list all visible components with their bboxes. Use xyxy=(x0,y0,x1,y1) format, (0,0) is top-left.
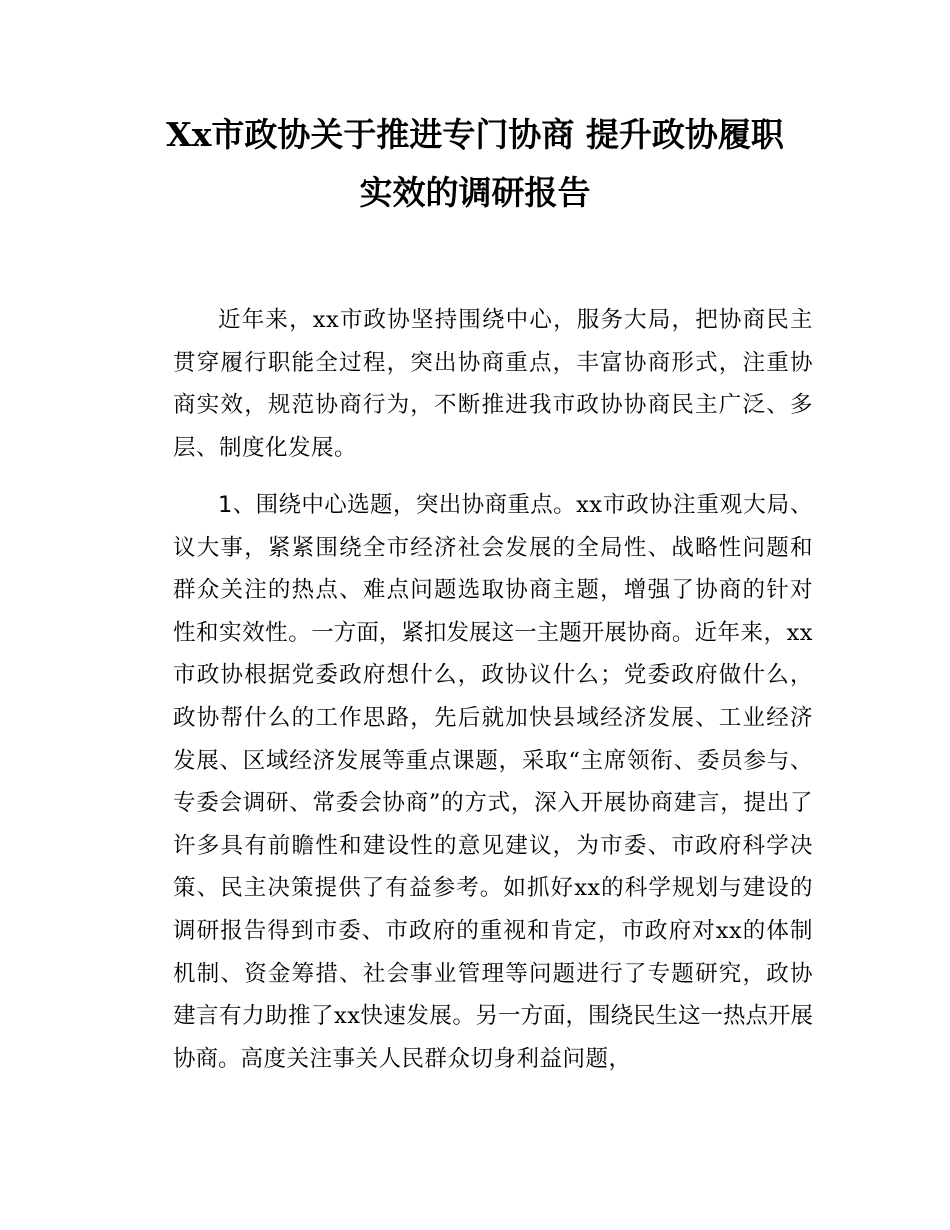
section-1-text-3: 高度关注事关人民群众切身利益问题， xyxy=(240,1045,632,1072)
document-title-line-1: Xx市政协关于推进专门协商 提升政协履职 xyxy=(166,115,784,154)
document-title-line-2: 实效的调研报告 xyxy=(359,173,591,212)
section-1-text-2: 近年来，xx市政协根据党委政府想什么，政协议什么；党委政府做什么，政协帮什么的工作思路，先后就加快县域经济发展、工业经济发展、区域经济发展等重点课题，采取“主席领衔、委员参与、专委会调研、常委会协商”的方式，深入开展协商建言，提出了许多具有前瞻性和建设性的意见建议，为市委、市政府科学决策、民主决策提供了有益参考。如抓好xx的科学规划与建设的调研报告得到市委、市政府的重视和肯定，市政府对xx的体制机制、资金筹措、社会事业管理等问题进行了专题研究，政协建言有力助推了xx快速发展。 xyxy=(173,619,813,1030)
section-1-text-1: xx市政协注重观大局、议大事，紧紧围绕全市经济社会发展的全局性、战略性问题和群众关注的热点、难点问题选取协商主题，增强了协商的针对性和实效性。 xyxy=(173,492,813,646)
section-1-heading: 1、围绕中心选题，突出协商重点。 xyxy=(218,492,577,518)
section-1-emphasis-2: 另一方面，围绕民生这一热点开展协商。 xyxy=(173,1003,813,1072)
intro-paragraph: 近年来，xx市政协坚持围绕中心，服务大局，把协商民主贯穿履行职能全过程，突出协商重点，丰富协商形式，注重协商实效，规范协商行为，不断推进我市政协协商民主广泛、多层、制度化发展。 xyxy=(173,307,813,461)
section-1-paragraph xyxy=(173,484,813,1080)
section-1-emphasis-1: 一方面，紧扣发展这一主题开展协商。 xyxy=(311,619,695,646)
